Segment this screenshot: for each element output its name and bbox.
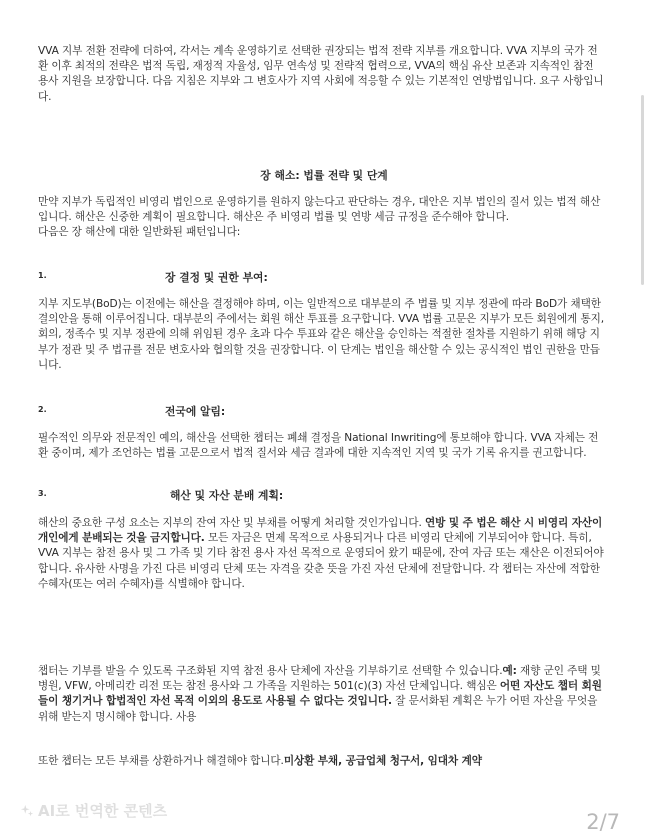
page-indicator: 2/7 xyxy=(586,810,620,834)
ai-translation-watermark xyxy=(20,800,167,821)
step-3-number: 3. xyxy=(38,489,47,498)
intro-paragraph: VVA 지부 전환 전략에 더하여, 각서는 계속 운영하기로 선택한 권장되는 법적 전략 지부를 개요합니다. VVA 지부의 국가 전환 이후 최적의 전략은 법적 독립, 재정적 자율성, 임무 연속성 및 전략적 협력으로, VVA의 핵심 유산 보존과 지속적인 참전 용사 지원을 보장합니다. 다음 지침은 지부와 그 변호사가 지역 사회에 적응할 수 있는 기본적인 연방법입니다. 요구 사항입니다. xyxy=(38,45,604,103)
step-3-body-text-1: 해산의 중요한 구성 요소는 지부의 잔여 자산 및 부채를 어떻게 처리할 것인가입니다. xyxy=(38,517,426,529)
section-intro-text-1: 만약 지부가 독립적인 비영리 법인으로 운영하기를 원하지 않는다고 판단하는 경우, 대안은 지부 법인의 질서 있는 법적 해산입니다. 해산은 신중한 계획이 필요합니다. 해산은 주 비영리 법률 및 연방 세금 규정을 준수해야 합니다. xyxy=(38,196,601,224)
step-2-title: 전국에 알림: xyxy=(165,405,226,418)
watermark-text: AI로 번역한 콘텐츠 xyxy=(38,802,168,820)
step-3-body-bold-1: 연방 및 주 법은 해산 시 비영리 자산이 개인에게 분배되는 것을 금지합니다. xyxy=(38,517,603,545)
step-3-body xyxy=(38,516,604,592)
step-1-number: 1. xyxy=(38,271,47,280)
step-3-body-text-2: 모든 자금은 면제 목적으로 사용되거나 다른 비영리 단체에 기부되어야 합니다. 특히, VVA 지부는 참전 용사 및 그 가족 및 기타 참전 용사 자선 목적으로 운영되어 왔기 때문에, 잔여 자금 또는 재산은 이전되어야 합니다. 유사한 사명을 가진 다른 비영리 단체 또는 자격을 갖춘 뜻을 가진 자선 단체에 전달합니다. 각 챕터는 자산에 적합한 수혜자(또는 여러 수혜자)를 식별해야 합니다. xyxy=(38,532,604,590)
section-intro-text-2: 다음은 장 해산에 대한 일반화된 패턴입니다: xyxy=(38,226,241,239)
step-2-number: 2. xyxy=(38,405,47,414)
step-1-title: 장 결정 및 권한 부여: xyxy=(165,271,268,284)
section-intro-paragraph xyxy=(38,195,604,241)
debts-paragraph xyxy=(38,754,604,769)
step-2-body: 필수적인 의무와 전문적인 예의, 해산을 선택한 챕터는 폐쇄 결정을 National Inwriting에 통보해야 합니다. VVA 자체는 전환 중이며, 제가 조언하는 법률 고문으로서 법적 질서와 세금 결과에 대한 지속적인 지역 및 국가 기록 유지를 권고합니다. xyxy=(38,432,599,460)
debts-text-1: 또한 챕터는 모든 부채를 상환하거나 해결해야 합니다. xyxy=(38,755,284,767)
debts-bold: 미상환 부채, 공급업체 청구서, 임대차 계약 xyxy=(283,755,482,767)
donation-bold-2: 어떤 자산도 챕터 회원들이 챙기거나 합법적인 자선 목적 이외의 용도로 사용될 수 없다는 것입니다. xyxy=(38,680,602,708)
vertical-scrollbar[interactable] xyxy=(638,0,648,837)
sparkle-icon xyxy=(20,804,34,818)
step-3-title: 해산 및 자산 분배 계획: xyxy=(170,489,284,502)
donation-text-3: 잘 문서화된 계획은 누가 어떤 자산을 무엇을 위해 받는지 명시해야 합니다. 사용 xyxy=(38,695,598,723)
scrollbar-thumb[interactable] xyxy=(641,95,644,285)
donation-text-2: 재향 군인 주택 및 병원, VFW, 아메리칸 리전 또는 참전 용사와 그 가족을 지원하는 501(c)(3) 자선 단체입니다. 핵심은 xyxy=(38,665,601,693)
donation-text-1: 챕터는 기부를 받을 수 있도록 구조화된 지역 참전 용사 단체에 자산을 기부하기로 선택할 수 있습니다. xyxy=(38,665,503,677)
step-1-body: 지부 지도부(BoD)는 이전에는 해산을 결정해야 하며, 이는 일반적으로 대부분의 주 법률 및 지부 정관에 따라 BoD가 채택한 결의안을 통해 이루어집니다. 대부분의 주에서는 회원 해산 투표를 요구합니다. VVA 법률 고문은 지부가 모든 회원에게 통지, 회의, 정족수 및 지부 정관에 의해 위임된 경우 초과 다수 투표와 같은 해산을 승인하는 적절한 절차를 지원하기 위해 해당 지부가 정관 및 주 법규를 전문 변호사와 협의할 것을 권장합니다. 이 단계는 법인을 해산할 수 있는 공식적인 법인 권한을 만듭니다. xyxy=(38,298,604,371)
donation-paragraph xyxy=(38,664,604,725)
section-title: 장 해소: 법률 전략 및 단계 xyxy=(260,169,388,182)
donation-bold-1: 예: xyxy=(502,665,517,677)
